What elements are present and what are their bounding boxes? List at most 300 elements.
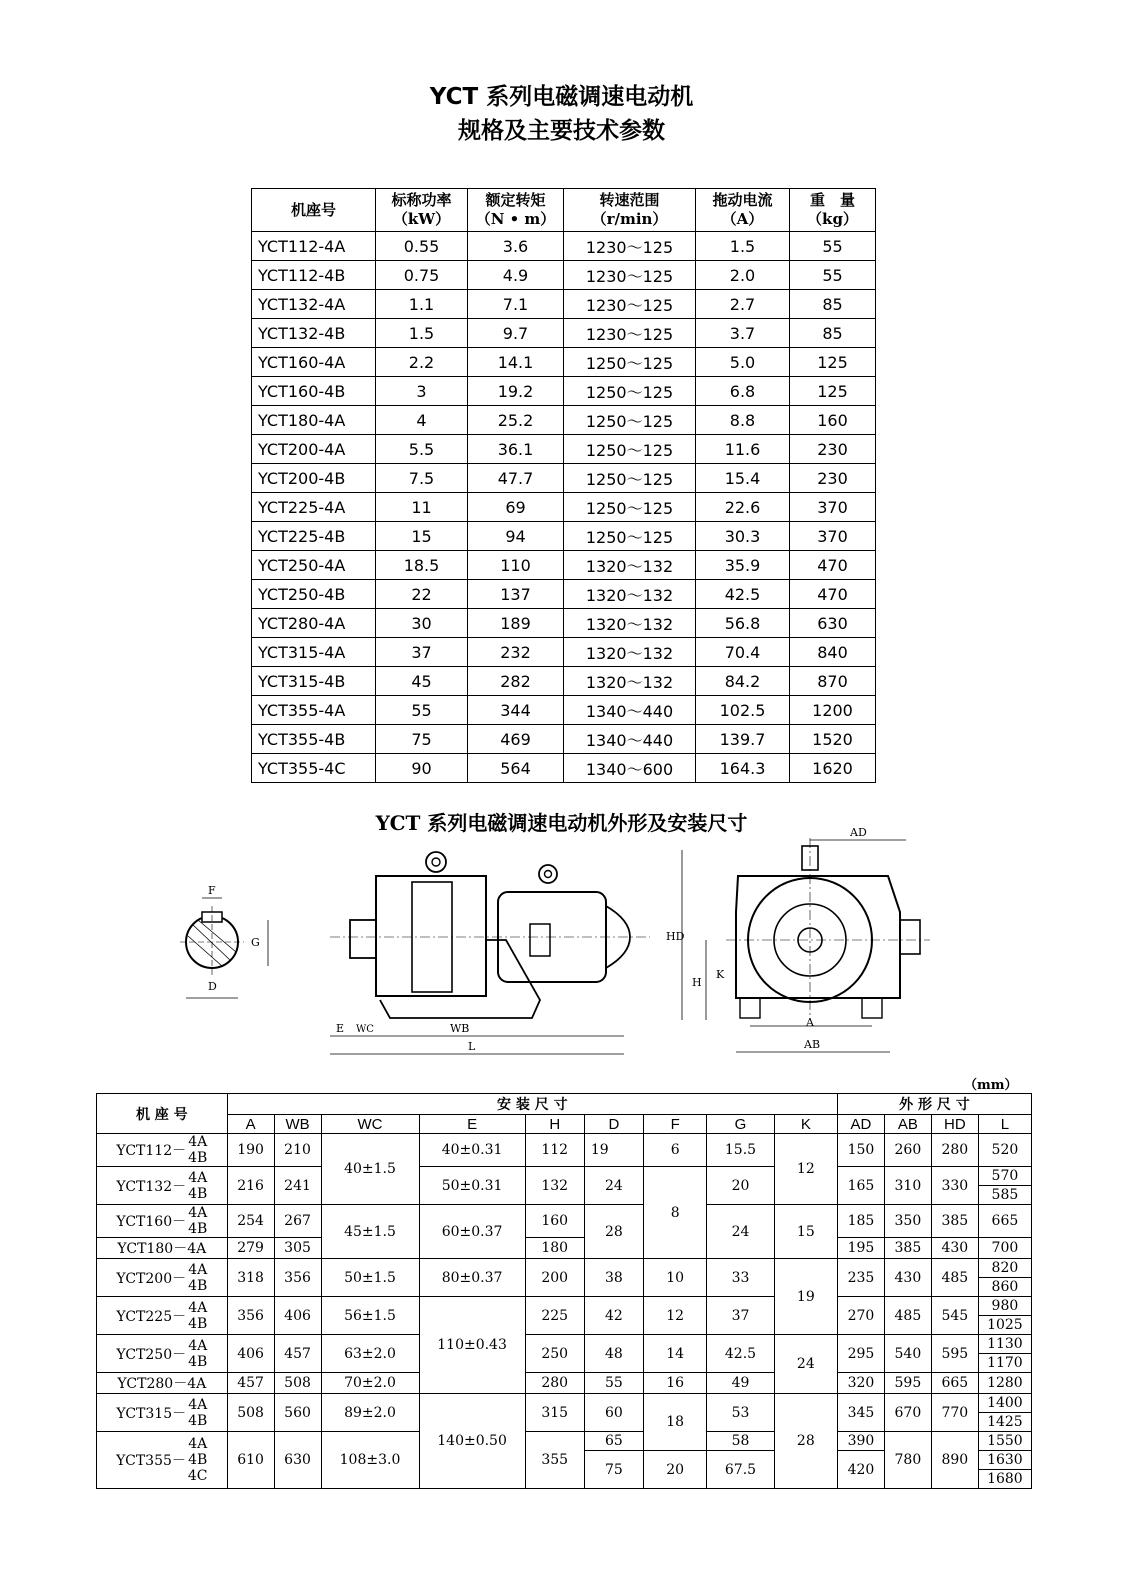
- dim-header-model: 机 座 号: [97, 1094, 228, 1134]
- cell: 70.4: [696, 638, 790, 667]
- cell: 38: [584, 1259, 643, 1297]
- model-cell: YCT315-4B: [252, 667, 376, 696]
- model-cell: YCT250-4B: [252, 580, 376, 609]
- cell: 3: [376, 377, 468, 406]
- cell: 270: [837, 1297, 884, 1335]
- cell: 1320～132: [564, 551, 696, 580]
- cell: 840: [790, 638, 876, 667]
- dimension-table: [96, 1093, 1032, 1489]
- cell: 160: [790, 406, 876, 435]
- model-cell: YCT200-4A: [252, 435, 376, 464]
- model-cell: YCT180-4A: [252, 406, 376, 435]
- cell: 545: [931, 1297, 978, 1335]
- cell: 570: [978, 1167, 1031, 1186]
- dim-col-header: G: [707, 1115, 774, 1134]
- cell: 508: [274, 1373, 321, 1394]
- cell: 1250～125: [564, 522, 696, 551]
- spec-header-cell: 机座号: [252, 189, 376, 232]
- cell: 139.7: [696, 725, 790, 754]
- cell: 595: [931, 1335, 978, 1373]
- drawing-title: YCT 系列电磁调速电动机外形及安装尺寸: [375, 811, 748, 835]
- dim-label-H: H: [692, 976, 702, 989]
- cell: 2.0: [696, 261, 790, 290]
- cell: 5.5: [376, 435, 468, 464]
- cell: 19.2: [468, 377, 564, 406]
- model-cell: YCT132－ 4A 4B: [97, 1167, 228, 1205]
- cell: 7.5: [376, 464, 468, 493]
- cell: 55: [790, 232, 876, 261]
- cell: 30.3: [696, 522, 790, 551]
- cell: 1340～440: [564, 696, 696, 725]
- cell: 585: [978, 1186, 1031, 1205]
- model-cell: YCT315－ 4A 4B: [97, 1394, 228, 1432]
- cell: 1320～132: [564, 580, 696, 609]
- cell: 232: [468, 638, 564, 667]
- cell: 230: [790, 464, 876, 493]
- cell: 108±3.0: [321, 1432, 419, 1489]
- model-cell: YCT160－ 4A 4B: [97, 1205, 228, 1238]
- table-row: [252, 754, 876, 783]
- cell: 485: [931, 1259, 978, 1297]
- cell: 1425: [978, 1413, 1031, 1432]
- model-cell: YCT225-4B: [252, 522, 376, 551]
- cell: 85: [790, 290, 876, 319]
- cell: 235: [837, 1259, 884, 1297]
- cell: 1620: [790, 754, 876, 783]
- model-cell: YCT355-4B: [252, 725, 376, 754]
- cell: 22: [376, 580, 468, 609]
- cell: 24: [584, 1167, 643, 1205]
- dim-label-L: L: [468, 1040, 476, 1053]
- cell: 75: [376, 725, 468, 754]
- spec-header-cell: 转速范围 （r/min）: [564, 189, 696, 232]
- table-row: [252, 232, 876, 261]
- cell: 140±0.50: [419, 1394, 525, 1489]
- cell: 150: [837, 1134, 884, 1167]
- model-cell: YCT132-4A: [252, 290, 376, 319]
- dim-col-header: A: [227, 1115, 274, 1134]
- cell: 65: [584, 1432, 643, 1451]
- document-title: YCT 系列电磁调速电动机: [429, 84, 694, 110]
- spec-header-cell: 额定转矩 （N • m）: [468, 189, 564, 232]
- cell: 1230～125: [564, 290, 696, 319]
- cell: 190: [227, 1134, 274, 1167]
- cell: 0.55: [376, 232, 468, 261]
- cell: 870: [790, 667, 876, 696]
- table-row: [97, 1259, 1032, 1278]
- cell: 30: [376, 609, 468, 638]
- cell: 11: [376, 493, 468, 522]
- cell: 1250～125: [564, 493, 696, 522]
- cell: 350: [884, 1205, 931, 1238]
- model-cell: YCT225－ 4A 4B: [97, 1297, 228, 1335]
- model-cell: YCT200-4B: [252, 464, 376, 493]
- cell: 132: [525, 1167, 584, 1205]
- side-view-diagram: [330, 852, 650, 1054]
- model-cell: YCT200－ 4A 4B: [97, 1259, 228, 1297]
- cell: 470: [790, 551, 876, 580]
- cell: 125: [790, 348, 876, 377]
- cell: 469: [468, 725, 564, 754]
- cell: 33: [707, 1259, 774, 1297]
- table-row: [252, 493, 876, 522]
- cell: 1230～125: [564, 261, 696, 290]
- dim-label-E: E: [336, 1022, 345, 1035]
- cell: 1320～132: [564, 609, 696, 638]
- dim-label-A: A: [806, 1016, 814, 1029]
- cell: 595: [884, 1373, 931, 1394]
- cell: 20: [707, 1167, 774, 1205]
- dim-col-header: E: [419, 1115, 525, 1134]
- front-view-diagram: [666, 826, 930, 1052]
- cell: 318: [227, 1259, 274, 1297]
- cell: 330: [931, 1167, 978, 1205]
- dim-header-install: 安 装 尺 寸: [227, 1094, 837, 1115]
- cell: 420: [837, 1451, 884, 1489]
- dim-label-K: K: [716, 968, 725, 981]
- cell: 1230～125: [564, 319, 696, 348]
- cell: 14.1: [468, 348, 564, 377]
- dim-label-WC: WC: [356, 1024, 374, 1035]
- unit-label: （mm）: [964, 1078, 1018, 1093]
- cell: 1170: [978, 1354, 1031, 1373]
- cell: 6.8: [696, 377, 790, 406]
- cell: 310: [884, 1167, 931, 1205]
- cell: 42.5: [707, 1335, 774, 1373]
- table-row: [252, 638, 876, 667]
- model-cell: YCT250-4A: [252, 551, 376, 580]
- cell: 15.4: [696, 464, 790, 493]
- cell: 6: [644, 1134, 707, 1167]
- cell: 406: [274, 1297, 321, 1335]
- cell: 1250～125: [564, 464, 696, 493]
- cell: 665: [931, 1373, 978, 1394]
- cell: 55: [790, 261, 876, 290]
- cell: 70±2.0: [321, 1373, 419, 1394]
- cell: 356: [227, 1297, 274, 1335]
- table-row: [252, 551, 876, 580]
- cell: 8.8: [696, 406, 790, 435]
- cell: 35.9: [696, 551, 790, 580]
- cell: 1320～132: [564, 667, 696, 696]
- table-row: [252, 319, 876, 348]
- cell: 5.0: [696, 348, 790, 377]
- cell: 1320～132: [564, 638, 696, 667]
- model-cell: YCT315-4A: [252, 638, 376, 667]
- dim-col-header: L: [978, 1115, 1031, 1134]
- model-cell: YCT355-4A: [252, 696, 376, 725]
- dim-header-row: [97, 1115, 1032, 1134]
- cell: 250: [525, 1335, 584, 1373]
- table-row: [97, 1238, 1032, 1259]
- table-row: [252, 261, 876, 290]
- cell: 1.1: [376, 290, 468, 319]
- model-cell: YCT225-4A: [252, 493, 376, 522]
- cell: 385: [884, 1238, 931, 1259]
- table-row: [252, 580, 876, 609]
- dim-label-HD: HD: [666, 930, 685, 943]
- cell: 1250～125: [564, 406, 696, 435]
- spec-header-cell: 标称功率 （kW）: [376, 189, 468, 232]
- cell: 47.7: [468, 464, 564, 493]
- cell: 355: [525, 1432, 584, 1489]
- model-cell: YCT132-4B: [252, 319, 376, 348]
- cell: 90: [376, 754, 468, 783]
- dim-col-header: H: [525, 1115, 584, 1134]
- model-cell: YCT250－ 4A 4B: [97, 1335, 228, 1373]
- cell: 24: [707, 1205, 774, 1259]
- cell: 63±2.0: [321, 1335, 419, 1373]
- cell: 2.7: [696, 290, 790, 319]
- cell: 370: [790, 493, 876, 522]
- spec-header-cell: 重 量 （kg）: [790, 189, 876, 232]
- cell: 630: [274, 1432, 321, 1489]
- spec-header-row: [252, 189, 876, 232]
- table-row: [97, 1394, 1032, 1413]
- cell: 267: [274, 1205, 321, 1238]
- model-cell: YCT180－4A: [97, 1238, 228, 1259]
- cell: 18.5: [376, 551, 468, 580]
- cell: 385: [931, 1205, 978, 1238]
- dim-header-row: [97, 1094, 1032, 1115]
- cell: 40±0.31: [419, 1134, 525, 1167]
- cell: 770: [931, 1394, 978, 1432]
- cell: 508: [227, 1394, 274, 1432]
- spec-table-body: [252, 232, 876, 783]
- dim-col-header: WC: [321, 1115, 419, 1134]
- spec-table: [251, 188, 876, 783]
- motor-outline-drawing: [160, 826, 960, 1080]
- cell: 1680: [978, 1470, 1031, 1489]
- table-row: [97, 1432, 1032, 1451]
- table-row: [252, 406, 876, 435]
- cell: 12: [644, 1297, 707, 1335]
- cell: 55: [376, 696, 468, 725]
- cell: 37: [376, 638, 468, 667]
- cell: 485: [884, 1297, 931, 1335]
- cell: 94: [468, 522, 564, 551]
- cell: 890: [931, 1432, 978, 1489]
- dim-label-WB: WB: [450, 1022, 470, 1035]
- table-row: [97, 1297, 1032, 1316]
- table-row: [252, 435, 876, 464]
- table-row: [252, 464, 876, 493]
- cell: 125: [790, 377, 876, 406]
- cell: 670: [884, 1394, 931, 1432]
- model-cell: YCT280－4A: [97, 1373, 228, 1394]
- cell: 195: [837, 1238, 884, 1259]
- cell: 1250～125: [564, 377, 696, 406]
- cell: 241: [274, 1167, 321, 1205]
- cell: 315: [525, 1394, 584, 1432]
- dim-col-header: AD: [837, 1115, 884, 1134]
- cell: 45: [376, 667, 468, 696]
- cell: 40±1.5: [321, 1134, 419, 1205]
- model-cell: YCT355-4C: [252, 754, 376, 783]
- cell: 1550: [978, 1432, 1031, 1451]
- cell: 58: [707, 1432, 774, 1451]
- cell: 980: [978, 1297, 1031, 1316]
- cell: 345: [837, 1394, 884, 1432]
- model-cell: YCT112-4B: [252, 261, 376, 290]
- cell: 164.3: [696, 754, 790, 783]
- cell: 1.5: [696, 232, 790, 261]
- cell: 102.5: [696, 696, 790, 725]
- cell: 1.5: [376, 319, 468, 348]
- cell: 1340～600: [564, 754, 696, 783]
- table-row: [252, 290, 876, 319]
- spec-header-cell: 拖动电流 （A）: [696, 189, 790, 232]
- cell: 25.2: [468, 406, 564, 435]
- cell: 60: [584, 1394, 643, 1432]
- table-row: [97, 1335, 1032, 1354]
- dim-label-AD: AD: [850, 826, 867, 839]
- shaft-section-diagram: [180, 884, 268, 998]
- cell: 18: [644, 1394, 707, 1451]
- cell: 42.5: [696, 580, 790, 609]
- cell: 0.75: [376, 261, 468, 290]
- dim-header-outline: 外 形 尺 寸: [837, 1094, 1031, 1115]
- dim-label-AB: AB: [804, 1038, 821, 1051]
- cell: 3.6: [468, 232, 564, 261]
- table-row: [252, 609, 876, 638]
- cell: 457: [227, 1373, 274, 1394]
- cell: 80±0.37: [419, 1259, 525, 1297]
- cell: 1130: [978, 1335, 1031, 1354]
- cell: 180: [525, 1238, 584, 1259]
- cell: 2.2: [376, 348, 468, 377]
- dim-col-header: AB: [884, 1115, 931, 1134]
- dim-col-header: K: [774, 1115, 837, 1134]
- cell: 12: [774, 1134, 837, 1205]
- cell: 370: [790, 522, 876, 551]
- cell: 19: [584, 1134, 643, 1167]
- cell: 53: [707, 1394, 774, 1432]
- cell: 37: [707, 1297, 774, 1335]
- model-cell: YCT160-4A: [252, 348, 376, 377]
- cell: 85: [790, 319, 876, 348]
- model-cell: YCT280-4A: [252, 609, 376, 638]
- cell: 15.5: [707, 1134, 774, 1167]
- cell: 216: [227, 1167, 274, 1205]
- cell: 282: [468, 667, 564, 696]
- dim-col-header: D: [584, 1115, 643, 1134]
- cell: 28: [774, 1394, 837, 1489]
- cell: 780: [884, 1432, 931, 1489]
- cell: 1200: [790, 696, 876, 725]
- cell: 279: [227, 1238, 274, 1259]
- cell: 137: [468, 580, 564, 609]
- dim-col-header: HD: [931, 1115, 978, 1134]
- table-row: [252, 667, 876, 696]
- cell: 630: [790, 609, 876, 638]
- cell: 260: [884, 1134, 931, 1167]
- table-row: [252, 696, 876, 725]
- table-row: [252, 725, 876, 754]
- cell: 3.7: [696, 319, 790, 348]
- cell: 700: [978, 1238, 1031, 1259]
- cell: 19: [774, 1259, 837, 1335]
- cell: 165: [837, 1167, 884, 1205]
- cell: 1280: [978, 1373, 1031, 1394]
- cell: 189: [468, 609, 564, 638]
- cell: 520: [978, 1134, 1031, 1167]
- cell: 665: [978, 1205, 1031, 1238]
- cell: 860: [978, 1278, 1031, 1297]
- cell: 22.6: [696, 493, 790, 522]
- cell: 1400: [978, 1394, 1031, 1413]
- cell: 457: [274, 1335, 321, 1373]
- cell: 36.1: [468, 435, 564, 464]
- cell: 10: [644, 1259, 707, 1297]
- cell: 16: [644, 1373, 707, 1394]
- cell: 69: [468, 493, 564, 522]
- cell: 305: [274, 1238, 321, 1259]
- cell: 356: [274, 1259, 321, 1297]
- cell: 55: [584, 1373, 643, 1394]
- cell: 67.5: [707, 1451, 774, 1489]
- cell: 470: [790, 580, 876, 609]
- cell: 1250～125: [564, 435, 696, 464]
- cell: 200: [525, 1259, 584, 1297]
- cell: 254: [227, 1205, 274, 1238]
- cell: 7.1: [468, 290, 564, 319]
- cell: 89±2.0: [321, 1394, 419, 1432]
- cell: 185: [837, 1205, 884, 1238]
- cell: 60±0.37: [419, 1205, 525, 1259]
- cell: 344: [468, 696, 564, 725]
- cell: 610: [227, 1432, 274, 1489]
- cell: 820: [978, 1259, 1031, 1278]
- cell: 160: [525, 1205, 584, 1238]
- cell: 280: [931, 1134, 978, 1167]
- cell: 11.6: [696, 435, 790, 464]
- cell: 45±1.5: [321, 1205, 419, 1259]
- cell: 24: [774, 1335, 837, 1394]
- cell: 48: [584, 1335, 643, 1373]
- dim-label-G: G: [251, 936, 260, 949]
- dim-label-F: F: [208, 884, 216, 897]
- table-row: [252, 522, 876, 551]
- cell: 112: [525, 1134, 584, 1167]
- dim-col-header: WB: [274, 1115, 321, 1134]
- cell: 50±1.5: [321, 1259, 419, 1297]
- cell: 14: [644, 1335, 707, 1373]
- table-row: [252, 377, 876, 406]
- dim-label-D: D: [208, 980, 217, 993]
- dim-col-header: F: [644, 1115, 707, 1134]
- cell: 1230～125: [564, 232, 696, 261]
- cell: 110: [468, 551, 564, 580]
- cell: 56.8: [696, 609, 790, 638]
- cell: 280: [525, 1373, 584, 1394]
- cell: 406: [227, 1335, 274, 1373]
- cell: 390: [837, 1432, 884, 1451]
- cell: 1250～125: [564, 348, 696, 377]
- document-subtitle: 规格及主要技术参数: [458, 118, 665, 144]
- model-cell: YCT112－ 4A 4B: [97, 1134, 228, 1167]
- cell: 430: [931, 1238, 978, 1259]
- cell: 15: [774, 1205, 837, 1259]
- table-row: [97, 1373, 1032, 1394]
- cell: 9.7: [468, 319, 564, 348]
- cell: 110±0.43: [419, 1297, 525, 1394]
- cell: 42: [584, 1297, 643, 1335]
- cell: 75: [584, 1451, 643, 1489]
- cell: 564: [468, 754, 564, 783]
- cell: 15: [376, 522, 468, 551]
- cell: 295: [837, 1335, 884, 1373]
